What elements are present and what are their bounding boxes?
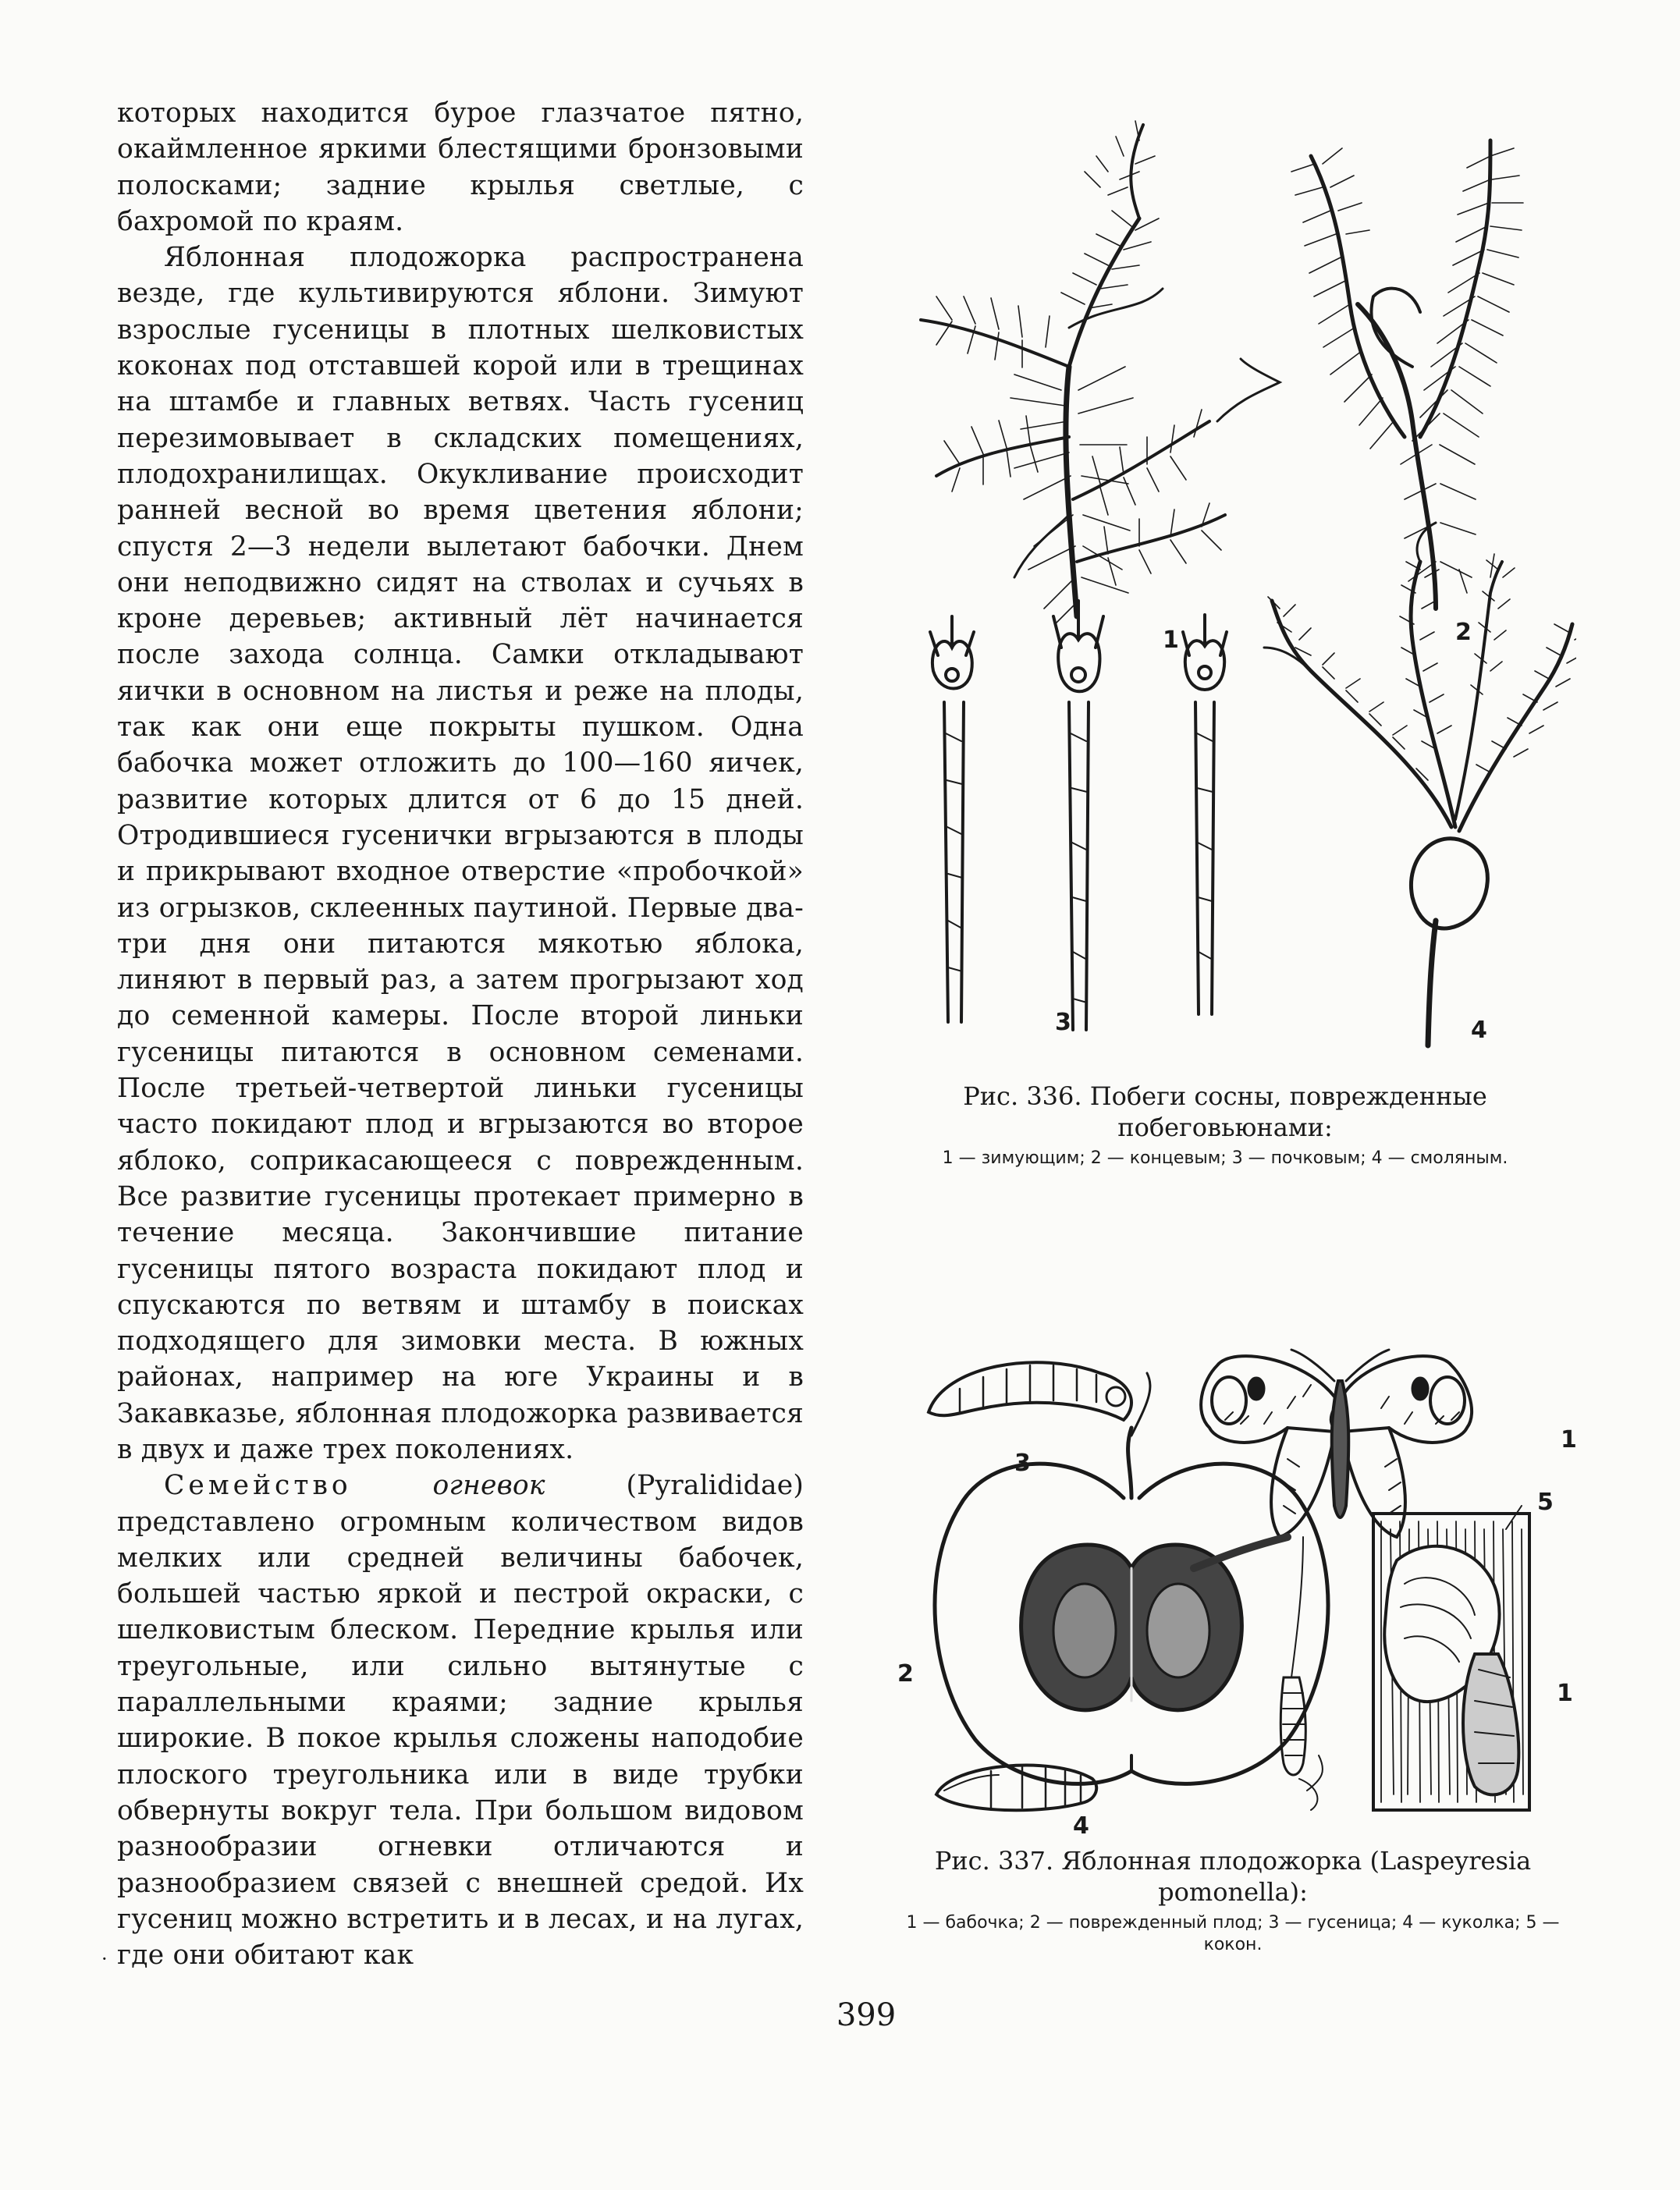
bark-with-cocoon-drawing — [1373, 1506, 1529, 1810]
pine-shoots-drawing — [874, 109, 1576, 1077]
body-text-column — [117, 95, 804, 1973]
page-number: 399 — [836, 1997, 897, 2033]
shoot-4-drawing — [1264, 523, 1572, 1045]
codling-moth-drawing — [897, 1334, 1584, 1833]
moth-drawing — [1201, 1350, 1472, 1537]
paragraph-3 — [117, 1468, 804, 1973]
fig337-label-2: 2 — [897, 1660, 914, 1688]
figure-337-title: Рис. 337. Яблонная плодожорка (Laspeyresia pomonella): — [934, 1846, 1532, 1907]
paragraph-2: Яблонная плодожорка распространена везде, где культивируются яблони. Зимуют взрослые гусеницы в плотных шелковистых коконах под отставшей корой или в трещинах на штамбе и главных ветвях. Часть гусениц перезимовывает в складских помещениях, плодохранилищах. Окукливание происходит ранней весной во время цветения яблони; спустя 2—3 недели вылетают бабочки. Днем они неподвижно сидят на стволах и сучьях в кроне деревьев; активный лёт начинается после захода солнца. Самки откладывают яички в основном на листья и реже на плоды, так как они еще покрыты пушком. Одна бабочка может отложить до 100—160 яичек, развитие которых длится от 6 до 15 дней. Отродившиеся гусенички вгрызаются в плоды и прикрывают входное отверстие «пробочкой» из огрызков, склеенных паутиной. Первые два-три дня они питаются мякотью яблока, линяют в первый раз, а затем прогрызают ход до семенной камеры. После второй линьки гусеницы питаются в основном семенами. После третьей-четвертой линьки гусеницы часто покидают плод и вгрызаются во второе яблоко, соприкасающееся с поврежденным. Все развитие гусеницы протекает примерно в течение месяца. Закончившие питание гусеницы пятого возраста покидают плод и спускаются по ветвям и штамбу в поисках подходящего для зимовки места. В южных районах, например на юге Украины и в Закавказье, яблонная плодожорка развивается в двух и даже трех поколениях. — [117, 242, 804, 1465]
figure-337-legend: 1 — бабочка; 2 — поврежденный плод; 3 — гусеница; 4 — куколка; 5 — кокон. — [906, 1913, 1560, 1954]
figure-336-caption — [874, 1081, 1576, 1170]
family-lead: Семейство — [164, 1470, 352, 1502]
fig337-label-3: 3 — [1014, 1450, 1031, 1477]
fig337-label-4: 4 — [1073, 1812, 1089, 1833]
fig337-label-5: 5 — [1537, 1489, 1554, 1516]
fig336-label-1: 1 — [1163, 626, 1179, 654]
figure-336-title: Рис. 336. Побеги сосны, поврежденные побеговьюнами: — [963, 1081, 1487, 1142]
fig337-label-1-bark: 1 — [1557, 1680, 1573, 1707]
shoot-3-bark — [946, 733, 1213, 1003]
shoot-4-needles — [1268, 554, 1576, 780]
shoot-1-needles — [936, 121, 1221, 624]
figure-337-caption — [890, 1845, 1576, 1956]
fig336-label-3: 3 — [1055, 1009, 1071, 1036]
fig336-label-4: 4 — [1471, 1017, 1487, 1044]
fig337-label-1-moth: 1 — [1561, 1426, 1577, 1453]
paragraph-3-rest: (Pyralididae) представлено огромным количеством видов мелких или средней величины бабочек, большей частью яркой и пестрой окраски, с шелковистым блеском. Передние крылья или треугольные, или сильно вытянутые с параллельными краями; задние крылья широкие. В покое крылья сложены наподобие плоского треугольника или в виде трубки обвернуты вокруг тела. При большом видовом разнообразии огневки отличаются и разнообразием связей с внешней средой. Их гусениц можно встретить и в лесах, и на лугах, где они обитают как — [117, 1470, 804, 1972]
figure-336-legend: 1 — зимующим; 2 — концевым; 3 — почковым; 4 — смоляным. — [942, 1148, 1508, 1168]
hanging-caterpillar-drawing — [1280, 1537, 1323, 1810]
family-name-italic: огневок — [432, 1470, 545, 1502]
figure-337-illustration — [897, 1334, 1584, 1833]
caterpillar-drawing — [929, 1362, 1131, 1420]
damaged-apple-drawing — [935, 1373, 1328, 1784]
shoot-3-drawing — [930, 601, 1227, 1030]
margin-mark: · — [101, 1948, 108, 1970]
fig336-label-2: 2 — [1455, 619, 1472, 646]
paragraph-1: которых находится бурое глазчатое пятно, окаймленное яркими блестящими бронзовыми полосками; задние крылья светлые, с бахромой по краям. — [117, 98, 804, 237]
figure-336-illustration — [874, 109, 1576, 1077]
